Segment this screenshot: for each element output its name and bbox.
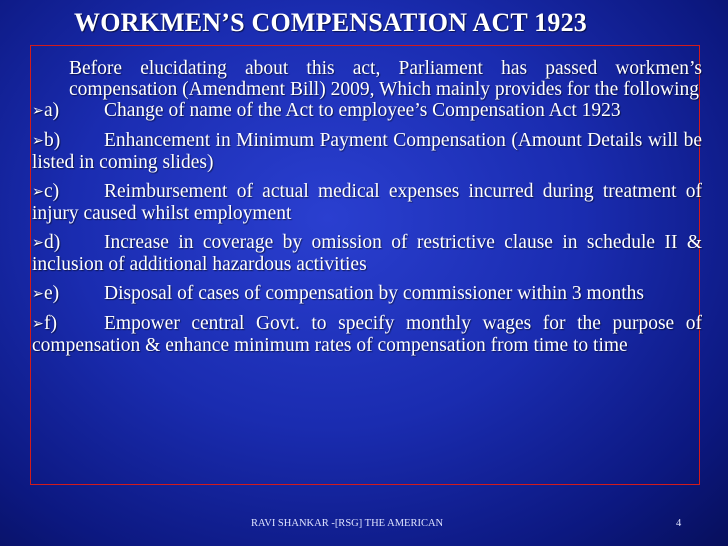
- slide-body: [32, 58, 702, 364]
- item-text: Empower central Govt. to specify monthly wages for the purpose of compensation & enhance minimum rates of compensation from time to time: [32, 313, 702, 356]
- page-number: 4: [676, 518, 682, 529]
- item-letter: f): [44, 313, 57, 334]
- arrow-bullet-icon: ➢: [32, 134, 44, 149]
- slide-title: WORKMEN’S COMPENSATION ACT 1923: [74, 8, 587, 37]
- item-text: Change of name of the Act to employee’s Compensation Act 1923: [104, 100, 621, 121]
- item-text: Increase in coverage by omission of restrictive clause in schedule II & inclusion of additional hazardous activities: [32, 232, 702, 275]
- arrow-bullet-icon: ➢: [32, 185, 44, 200]
- list-item: [32, 313, 702, 356]
- intro-paragraph: Before elucidating about this act, Parliament has passed workmen’s compensation (Amendment Bill) 2009, Which mainly provides for the following: [69, 58, 702, 100]
- footer-author: RAVI SHANKAR -[RSG] THE AMERICAN: [251, 518, 444, 529]
- item-letter: a): [44, 100, 60, 121]
- list-item: [32, 181, 702, 224]
- item-text: Disposal of cases of compensation by commissioner within 3 months: [104, 283, 644, 304]
- list-item: [32, 130, 702, 173]
- item-letter: b): [44, 130, 61, 151]
- arrow-bullet-icon: ➢: [32, 287, 44, 302]
- item-letter: d): [44, 232, 61, 253]
- arrow-bullet-icon: ➢: [32, 104, 44, 119]
- item-text: Reimbursement of actual medical expenses incurred during treatment of injury caused whilst employment: [32, 181, 702, 224]
- item-text: Enhancement in Minimum Payment Compensation (Amount Details will be listed in coming slides): [32, 130, 702, 173]
- item-letter: c): [44, 181, 60, 202]
- list-item: [32, 283, 702, 305]
- list-item: [32, 100, 702, 122]
- item-letter: e): [44, 283, 60, 304]
- arrow-bullet-icon: ➢: [32, 236, 44, 251]
- arrow-bullet-icon: ➢: [32, 317, 44, 332]
- list-item: [32, 232, 702, 275]
